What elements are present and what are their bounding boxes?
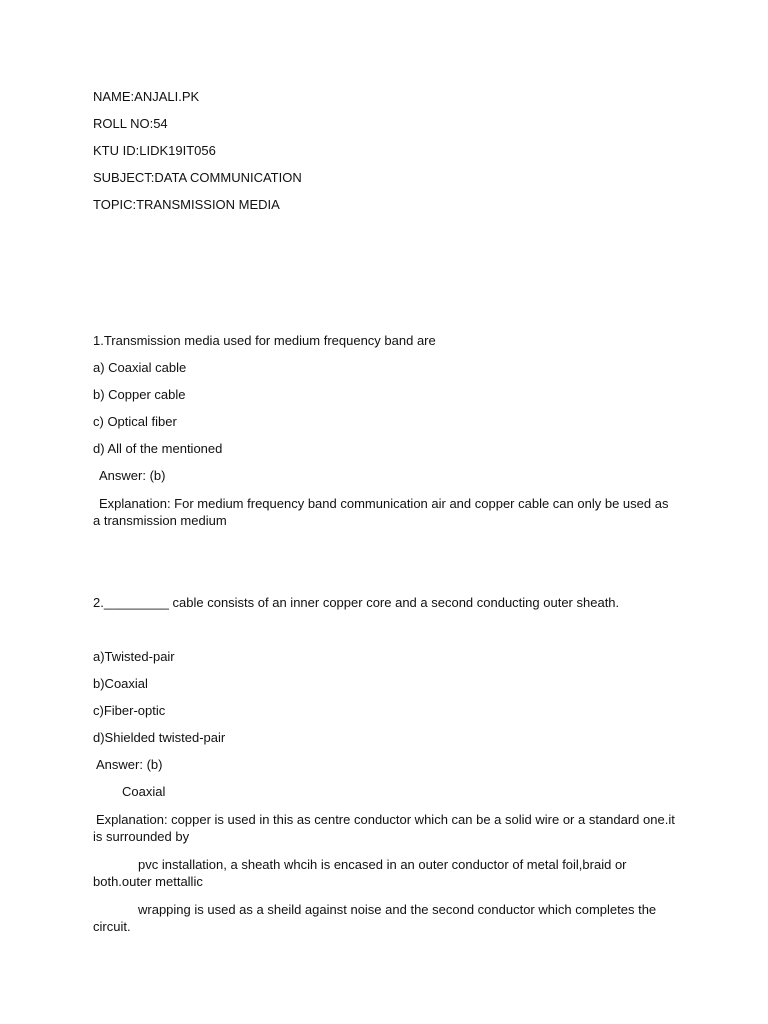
question-2-option-a: a)Twisted-pair (93, 649, 175, 664)
question-1-option-d: d) All of the mentioned (93, 441, 223, 456)
question-2-text: 2._________ cable consists of an inner copper core and a second conducting outer sheath. (93, 595, 620, 610)
question-1-explanation: Explanation: For medium frequency band communication air and copper cable can only be used as a transmission medium (93, 496, 669, 528)
question-1-option-a: a) Coaxial cable (93, 360, 187, 375)
student-name: NAME:ANJALI.PK (93, 89, 200, 104)
question-1-text: 1.Transmission media used for medium frequency band are (93, 333, 436, 348)
question-2-option-b: b)Coaxial (93, 676, 148, 691)
question-1-answer: Answer: (b) (99, 468, 166, 483)
ktu-id: KTU ID:LIDK19IT056 (93, 143, 216, 158)
question-2-explanation: Explanation: copper is used in this as centre conductor which can be a solid wire or a standard one.it is surrounded by (93, 812, 675, 844)
subject: SUBJECT:DATA COMMUNICATION (93, 170, 302, 185)
question-2-answer-text: Coaxial (122, 784, 166, 799)
topic: TOPIC:TRANSMISSION MEDIA (93, 197, 280, 212)
question-2-option-d: d)Shielded twisted-pair (93, 730, 226, 745)
roll-number: ROLL NO:54 (93, 116, 168, 131)
question-2-answer: Answer: (b) (96, 757, 163, 772)
question-1-option-c: c) Optical fiber (93, 414, 177, 429)
question-1-option-b: b) Copper cable (93, 387, 186, 402)
question-2-option-c: c)Fiber-optic (93, 703, 166, 718)
question-2-explanation-continued-1: pvc installation, a sheath whcih is encased in an outer conductor of metal foil,braid or both.outer mettallic (93, 857, 627, 889)
question-2-explanation-continued-2: wrapping is used as a sheild against noise and the second conductor which completes the circuit. (93, 902, 657, 934)
